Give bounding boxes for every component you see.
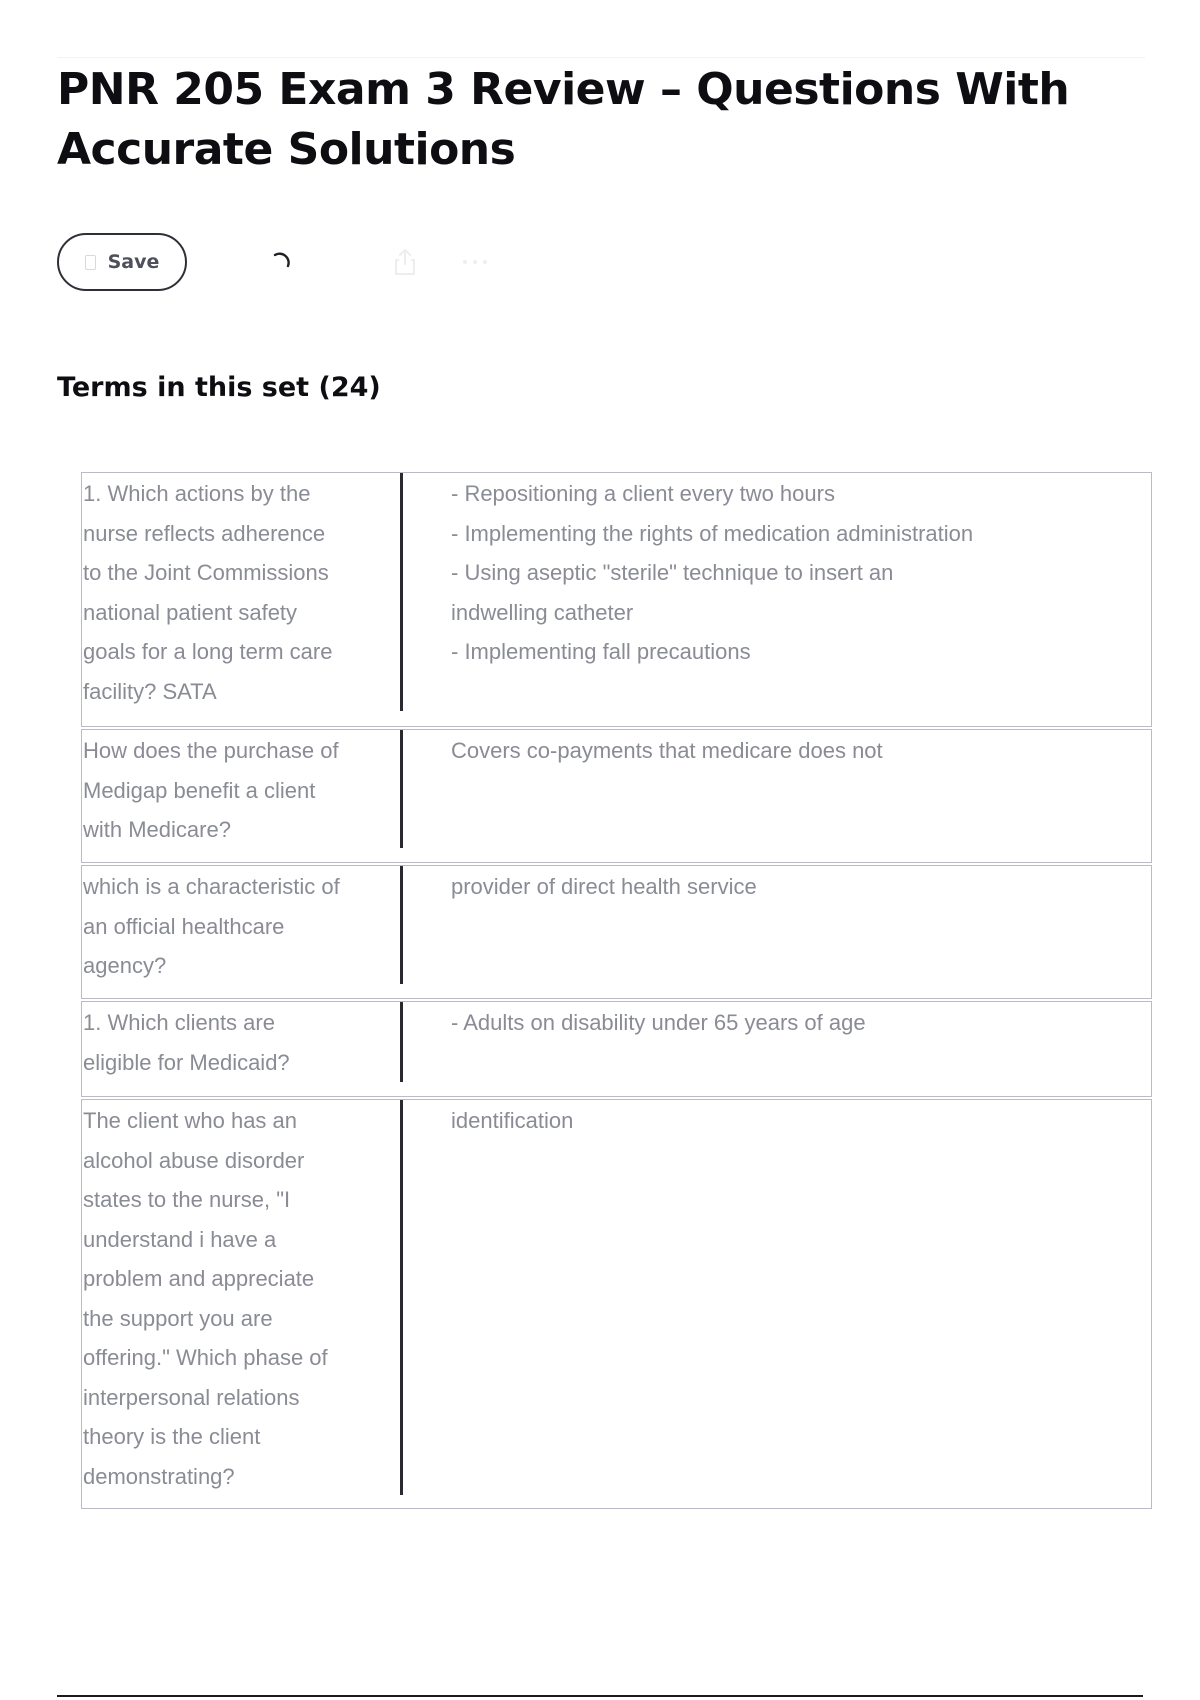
term-answer-line: - Adults on disability under 65 years of age — [451, 1010, 866, 1035]
term-answer — [451, 867, 1141, 907]
term-question-line: nurse reflects adherence — [83, 520, 326, 546]
term-question — [83, 1101, 388, 1496]
top-divider — [57, 57, 1145, 58]
term-answer-line: - Implementing fall precautions — [451, 639, 751, 664]
term-divider — [400, 866, 403, 984]
term-answer-line: Covers co-payments that medicare does not — [451, 738, 883, 763]
term-answer — [451, 474, 1141, 672]
term-question-line: eligible for Medicaid? — [83, 1049, 290, 1075]
term-question-line: offering." Which phase of — [83, 1345, 328, 1370]
term-question-line: demonstrating? — [83, 1463, 235, 1489]
save-button-label: Save — [107, 251, 160, 273]
term-divider — [400, 473, 403, 711]
term-question-line: agency? — [83, 953, 167, 978]
term-answer-line: identification — [451, 1108, 574, 1133]
set-toolbar — [57, 233, 577, 293]
term-question-line: 1. Which actions by the — [83, 481, 311, 506]
terms-count-heading: Terms in this set (24) — [57, 372, 381, 403]
term-answer — [451, 1003, 1141, 1043]
term-divider — [400, 1002, 403, 1082]
term-row — [81, 729, 1152, 863]
save-button[interactable] — [57, 233, 187, 291]
term-question-line: understand i have a — [83, 1226, 277, 1252]
term-question-line: 1. Which clients are — [83, 1010, 275, 1035]
term-question-line: How does the purchase of — [83, 738, 339, 763]
terms-list — [81, 472, 1152, 1509]
more-icon[interactable] — [460, 247, 490, 277]
term-question-line: states to the nurse, "I — [83, 1187, 291, 1212]
term-divider — [400, 1100, 403, 1495]
term-question-line: alcohol abuse disorder — [83, 1147, 305, 1173]
term-answer — [451, 731, 1141, 771]
bottom-divider — [57, 1695, 1143, 1697]
term-question-line: theory is the client — [83, 1424, 261, 1449]
term-question-line: Medigap benefit a client — [83, 777, 316, 803]
term-answer-line: provider of direct health service — [451, 874, 757, 899]
term-row — [81, 472, 1152, 727]
term-answer-line: - Implementing the rights of medication administration — [451, 520, 974, 546]
term-question — [83, 867, 388, 986]
term-question-line: an official healthcare — [83, 913, 285, 939]
term-question — [83, 731, 388, 850]
term-answer — [451, 1101, 1141, 1141]
term-question-line: national patient safety — [83, 599, 298, 625]
term-question-line: which is a characteristic of — [83, 874, 340, 899]
share-icon[interactable] — [390, 247, 420, 277]
page-title: PNR 205 Exam 3 Review – Questions With Accurate Solutions — [57, 64, 1070, 175]
term-answer-line: indwelling catheter — [451, 599, 634, 625]
term-question-line: interpersonal relations — [83, 1384, 300, 1410]
term-question-line: the support you are — [83, 1305, 273, 1331]
bookmark-icon — [85, 255, 96, 270]
term-question-line: facility? SATA — [83, 678, 217, 704]
term-divider — [400, 730, 403, 848]
term-question-line: goals for a long term care — [83, 639, 333, 664]
loading-spinner-icon — [267, 247, 297, 277]
term-question — [83, 1003, 388, 1082]
term-question-line: to the Joint Commissions — [83, 560, 329, 585]
term-answer-line: - Using aseptic "sterile" technique to insert an — [451, 560, 894, 585]
term-question — [83, 474, 388, 711]
term-answer-line: - Repositioning a client every two hours — [451, 481, 835, 506]
term-question-line: problem and appreciate — [83, 1266, 315, 1291]
term-question-line: with Medicare? — [83, 817, 231, 842]
term-question-line: The client who has an — [83, 1108, 298, 1133]
term-row — [81, 1099, 1152, 1509]
term-row — [81, 1001, 1152, 1097]
term-row — [81, 865, 1152, 999]
